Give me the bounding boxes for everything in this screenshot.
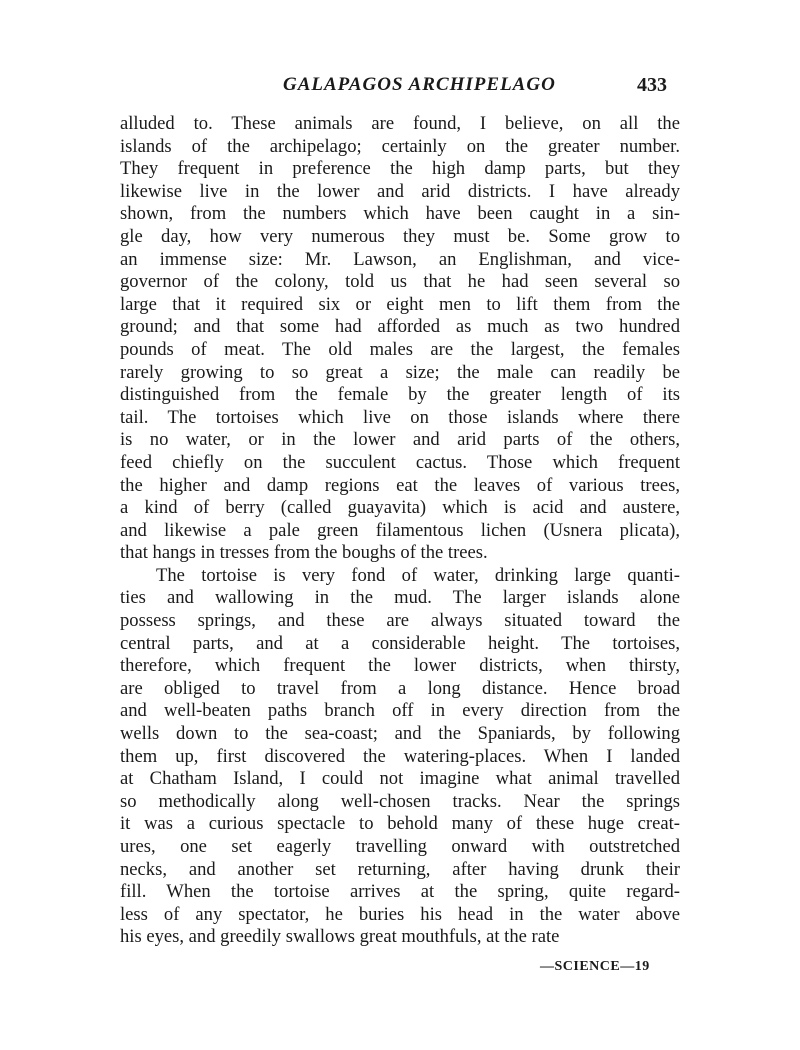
text-line: islands of the archipelago; certainly on the greater number. [120,135,680,157]
paragraph [120,113,680,565]
text-line: large that it required six or eight men to lift them from the [120,293,680,315]
text-line: ground; and that some had afforded as much as two hundred [120,316,680,338]
text-line: distinguished from the female by the greater length of its [120,384,680,406]
text-line: shown, from the numbers which have been caught in a sin- [120,203,680,225]
text-line: ties and wallowing in the mud. The larger islands alone [120,587,680,609]
running-head [120,70,675,100]
paragraph [120,565,680,949]
text-line: an immense size: Mr. Lawson, an Englishman, and vice- [120,248,680,270]
text-line: his eyes, and greedily swallows great mouthfuls, at the rate [120,926,560,948]
text-line: They frequent in preference the high damp parts, but they [120,158,680,180]
text-line: possess springs, and these are always situated toward the [120,610,680,632]
text-line: at Chatham Island, I could not imagine what animal travelled [120,768,680,790]
text-line: feed chiefly on the succulent cactus. Those which frequent [120,451,680,473]
text-line: less of any spectator, he buries his head in the water above [120,903,680,925]
text-line: rarely growing to so great a size; the male can readily be [120,361,680,383]
text-line: alluded to. These animals are found, I believe, on all the [120,113,680,134]
text-line: necks, and another set returning, after having drunk their [120,858,680,880]
text-line: central parts, and at a considerable height. The tortoises, [120,632,680,654]
text-line: and well-beaten paths branch off in every direction from the [120,700,680,722]
text-line: so methodically along well-chosen tracks. Near the springs [120,790,680,812]
text-line: ures, one set eagerly travelling onward with outstretched [120,836,680,857]
text-line: are obliged to travel from a long distance. Hence broad [120,677,680,699]
text-line: therefore, which frequent the lower districts, when thirsty, [120,655,680,677]
text-line: likewise live in the lower and arid districts. I have already [120,180,680,202]
printer-signature: —SCIENCE—19 [540,959,650,974]
text-line: that hangs in tresses from the boughs of the trees. [120,542,488,564]
text-line: gle day, how very numerous they must be. Some grow to [120,225,680,247]
text-line: and likewise a pale green filamentous lichen (Usnera plicata), [120,519,680,541]
text-line: tail. The tortoises which live on those islands where there [120,406,680,428]
text-line: the higher and damp regions eat the leaves of various trees, [120,474,680,496]
text-line: it was a curious spectacle to behold many of these huge creat- [120,813,680,835]
text-line: fill. When the tortoise arrives at the spring, quite regard- [120,881,680,903]
text-line: The tortoise is very fond of water, drinking large quanti- [156,564,680,586]
text-line: is no water, or in the lower and arid parts of the others, [120,429,680,451]
running-title: GALAPAGOS ARCHIPELAGO [283,74,556,95]
text-line: pounds of meat. The old males are the largest, the females [120,338,680,360]
body-text [120,113,680,949]
text-line: governor of the colony, told us that he had seen several so [120,271,680,293]
text-line: a kind of berry (called guayavita) which is acid and austere, [120,497,680,519]
text-line: them up, first discovered the watering-places. When I landed [120,745,680,767]
text-line: wells down to the sea-coast; and the Spaniards, by following [120,723,680,745]
page-number: 433 [637,74,667,96]
